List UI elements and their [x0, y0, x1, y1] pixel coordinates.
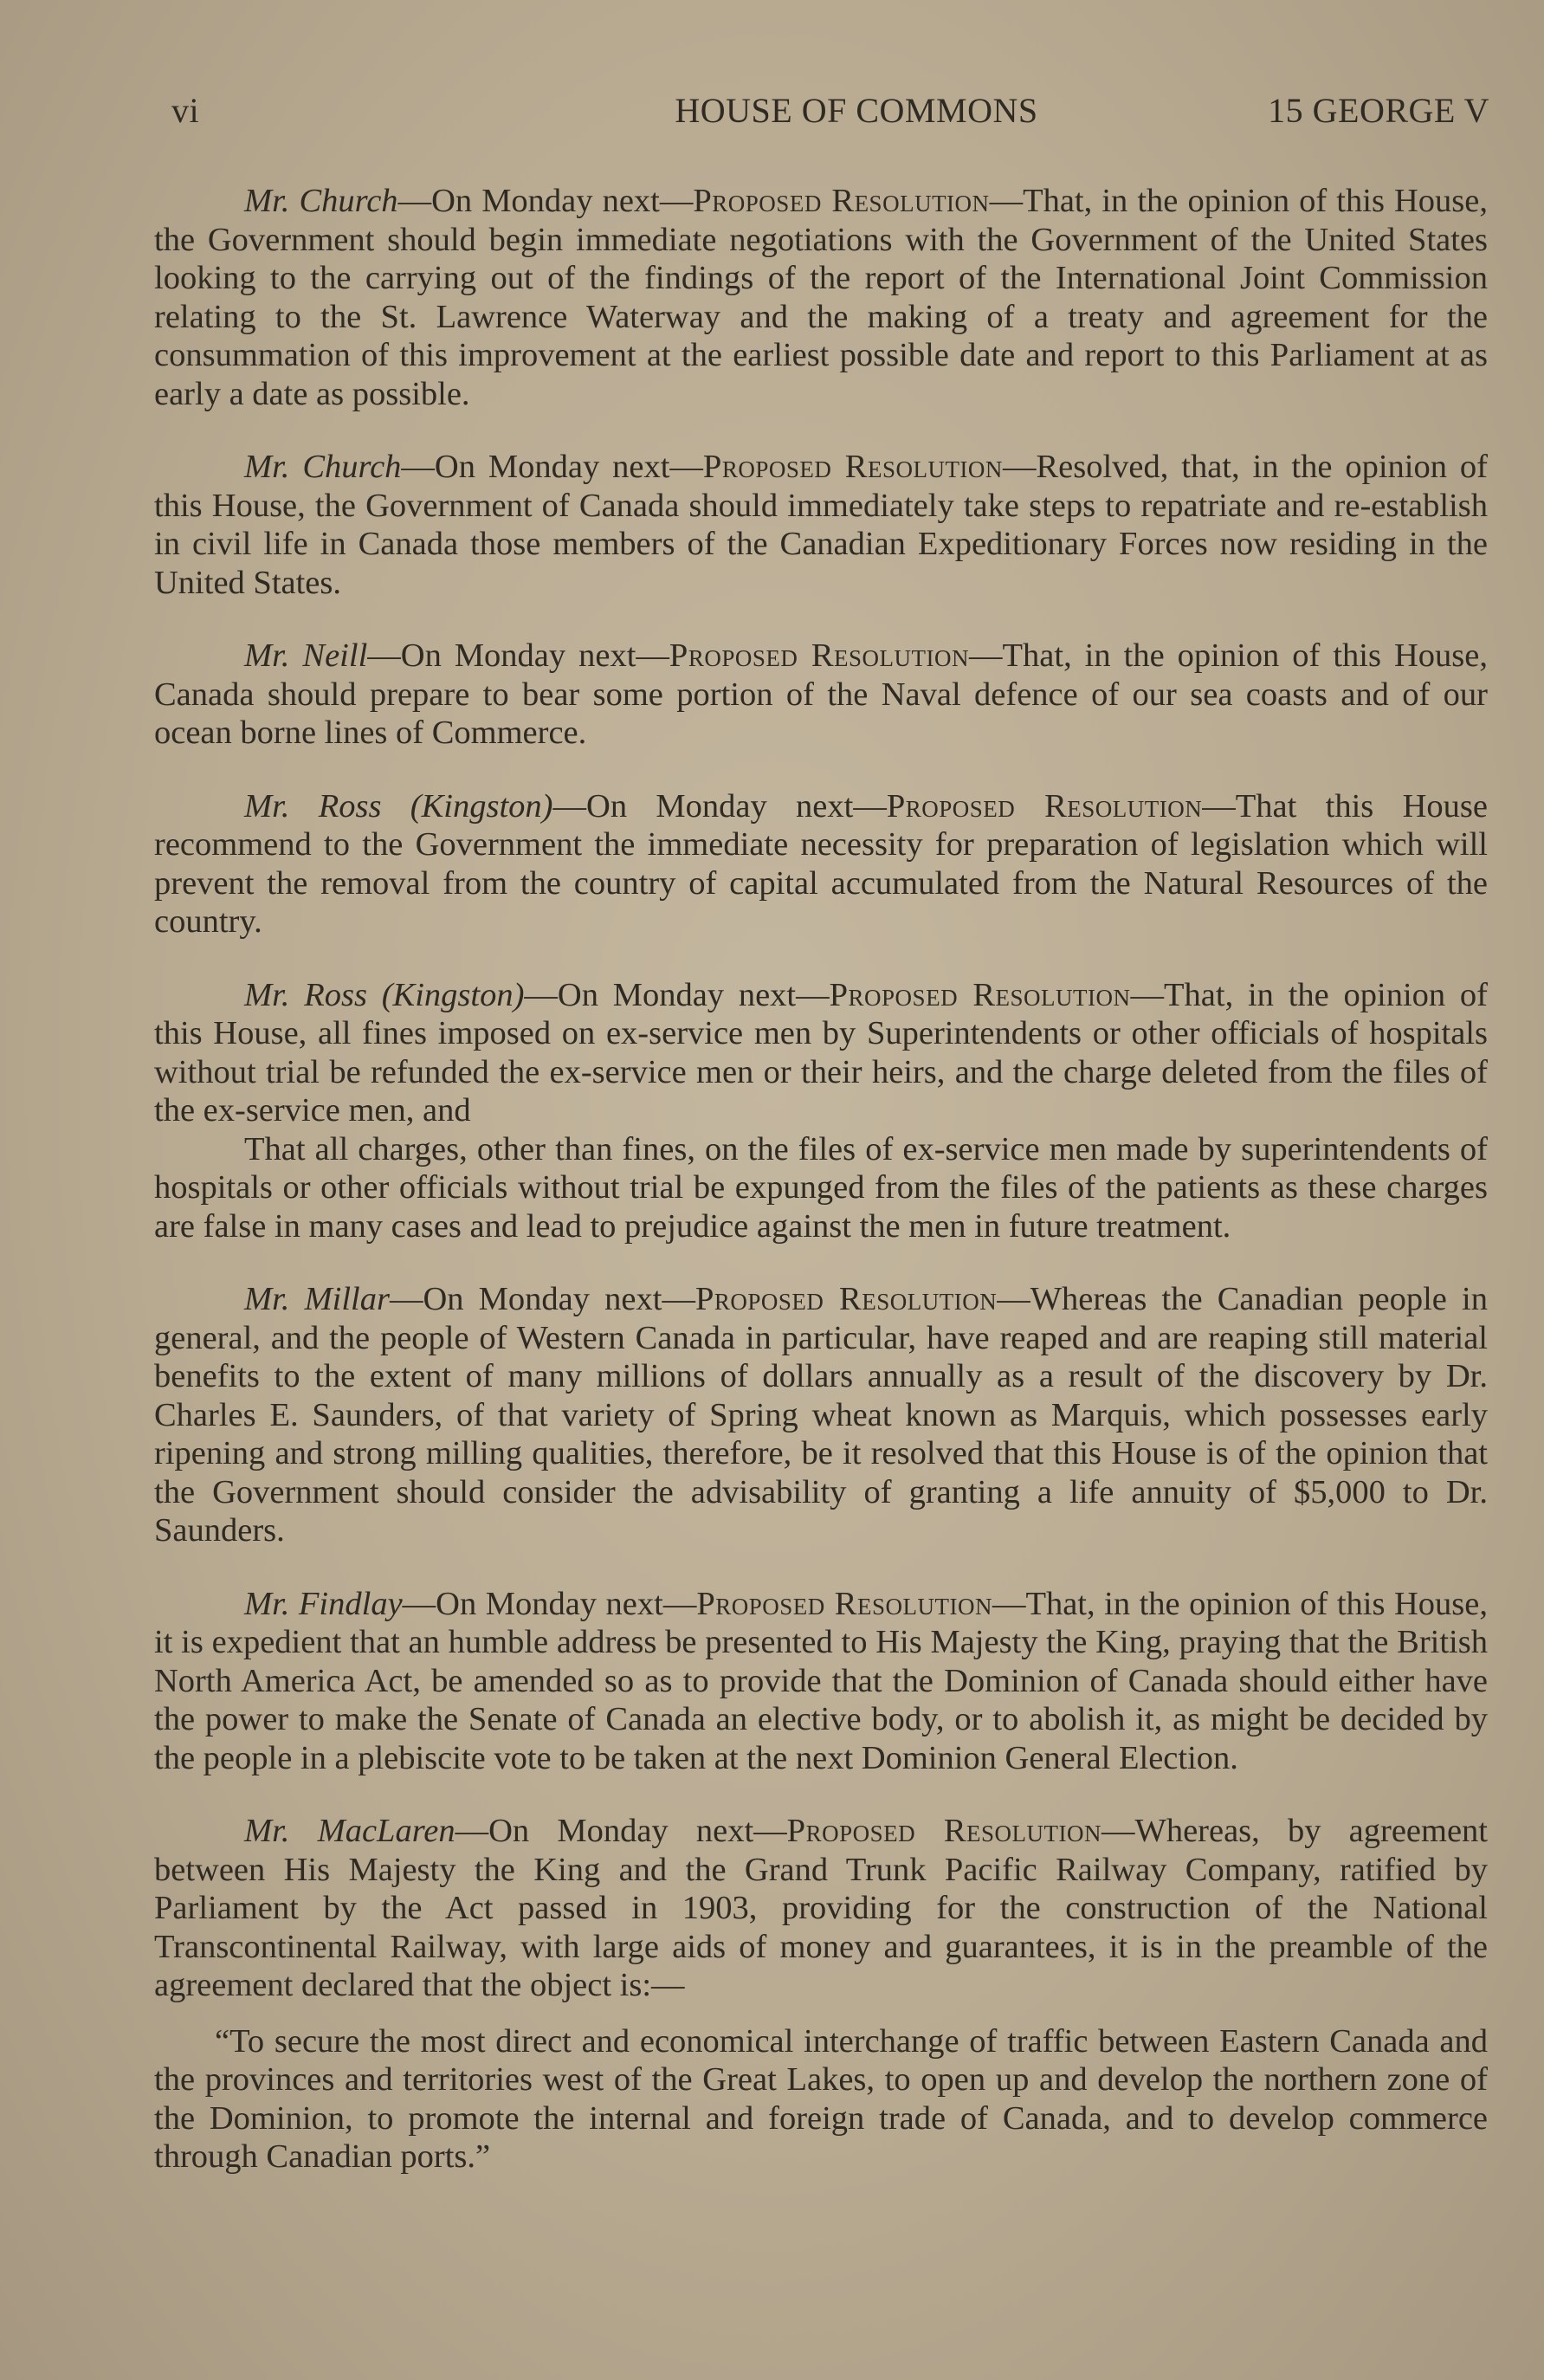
- notice-paragraph: [154, 448, 1488, 602]
- member-name: Mr. Ross (Kingston): [244, 976, 525, 1013]
- resolution-label: Proposed Resolution: [693, 183, 990, 219]
- running-title: HOUSE OF COMMONS: [675, 91, 1038, 130]
- notice-intro: —On Monday next—: [389, 1281, 695, 1317]
- notice-paragraph: [154, 1585, 1488, 1778]
- notice-intro: —On Monday next—: [524, 976, 830, 1013]
- resolution-label: Proposed Resolution: [694, 1281, 998, 1317]
- notice-text: —That this House recommend to the Government the immediate necessity for preparation of legislation which will prevent the removal from the country of capital accumulated from the Natural Resources of the country.: [154, 787, 1488, 940]
- member-name: Mr. Church: [244, 449, 402, 485]
- notice-intro: —On Monday next—: [402, 1585, 697, 1622]
- notice-intro: —On Monday next—: [455, 1813, 787, 1849]
- notice-text: —Whereas, by agreement between His Majesty the King and the Grand Trunk Pacific Railway Company, ratified by Parliament by the Act passed in 1903, providing for the construction of the National Transcontinental Railway, with large aids of money and guarantees, it is in the preamble of the agreement declared that the object is:—: [154, 1813, 1488, 2003]
- notice-paragraph: [154, 976, 1488, 1130]
- notice-text: —Resolved, that, in the opinion of this House, the Government of Canada should immediately take steps to repatriate and re-establish in civil life in Canada those members of the Canadian Expeditionary Forces now residing in the United States.: [154, 449, 1488, 601]
- quoted-agreement-object: “To secure the most direct and economical interchange of traffic between Eastern Canada and the provinces and territories west of the Great Lakes, to open up and develop the northern zone of the Dominion, to promote the internal and foreign trade of Canada, and to develop commerce through Canadian ports.”: [154, 2022, 1488, 2175]
- member-name: Mr. Ross (Kingston): [244, 787, 553, 825]
- member-name: Mr. MacLaren: [244, 1813, 455, 1849]
- notice-paragraph: [154, 787, 1488, 941]
- notice-paragraph: [154, 1280, 1488, 1550]
- page-number: vi: [171, 91, 200, 130]
- resolution-label: Proposed Resolution: [669, 637, 970, 674]
- resolution-label: Proposed Resolution: [696, 1585, 992, 1622]
- notice-continuation: That all charges, other than fines, on the files of ex-service men made by superintendents of hospitals or other officials without trial be expunged from the files of the patients as these charges are false in many cases and lead to prejudice against the men in future treatment.: [154, 1130, 1488, 1245]
- notice-intro: —On Monday next—: [552, 787, 887, 825]
- notice-intro: —On Monday next—: [367, 637, 669, 674]
- member-name: Mr. Neill: [244, 637, 368, 674]
- notice-text: —That, in the opinion of this House, all fines imposed on ex-service men by Superintendents or other officials of hospitals without trial be refunded the ex-service men or their heirs, and the charge deleted from the files of the ex-service men, and: [154, 976, 1488, 1129]
- notice-text: —Whereas the Canadian people in general, and the people of Western Canada in particular, have reaped and are reaping still material benefits to the extent of many millions of dollars annually as a result of the discovery by Dr. Charles E. Saunders, of that variety of Spring wheat known as Marquis, which possesses early ripening and strong milling qualities, therefore, be it resolved that this House is of the opinion that the Government should consider the advisability of granting a life annuity of $5,000 to Dr. Saunders.: [154, 1281, 1488, 1549]
- notices-body: [154, 182, 1488, 2176]
- running-header: [171, 90, 1489, 133]
- resolution-label: Proposed Resolution: [786, 1813, 1101, 1849]
- notice-text: —That, in the opinion of this House, Canada should prepare to bear some portion of the Naval defence of our sea coasts and of our ocean borne lines of Commerce.: [154, 637, 1488, 751]
- notice-intro: —On Monday next—: [397, 183, 694, 219]
- notice-text: —That, in the opinion of this House, it is expedient that an humble address be presented to His Majesty the King, praying that the British North America Act, be amended so as to provide that the Dominion of Canada should either have the power to make the Senate of Canada an elective body, or to abolish it, as might be decided by the people in a plebiscite vote to be taken at the next Dominion General Election.: [154, 1585, 1488, 1776]
- notice-paragraph: [154, 1812, 1488, 2005]
- notice-paragraph: [154, 637, 1488, 753]
- notice-paragraph: [154, 182, 1488, 413]
- notice-text: —That, in the opinion of this House, the Government should begin immediate negotiations with the Government of the United States looking to the carrying out of the findings of the report of the International Joint Commission relating to the St. Lawrence Waterway and the making of a treaty and agreement for the consummation of this improvement at the earliest possible date and report to this Parliament at as early a date as possible.: [154, 183, 1489, 412]
- resolution-label: Proposed Resolution: [829, 976, 1131, 1013]
- regnal-year: 15 GEORGE V: [1268, 91, 1489, 130]
- resolution-label: Proposed Resolution: [702, 449, 1003, 485]
- notice-intro: —On Monday next—: [401, 449, 703, 485]
- member-name: Mr. Millar: [244, 1281, 390, 1317]
- member-name: Mr. Findlay: [244, 1585, 403, 1622]
- resolution-label: Proposed Resolution: [886, 787, 1203, 825]
- member-name: Mr. Church: [244, 183, 398, 219]
